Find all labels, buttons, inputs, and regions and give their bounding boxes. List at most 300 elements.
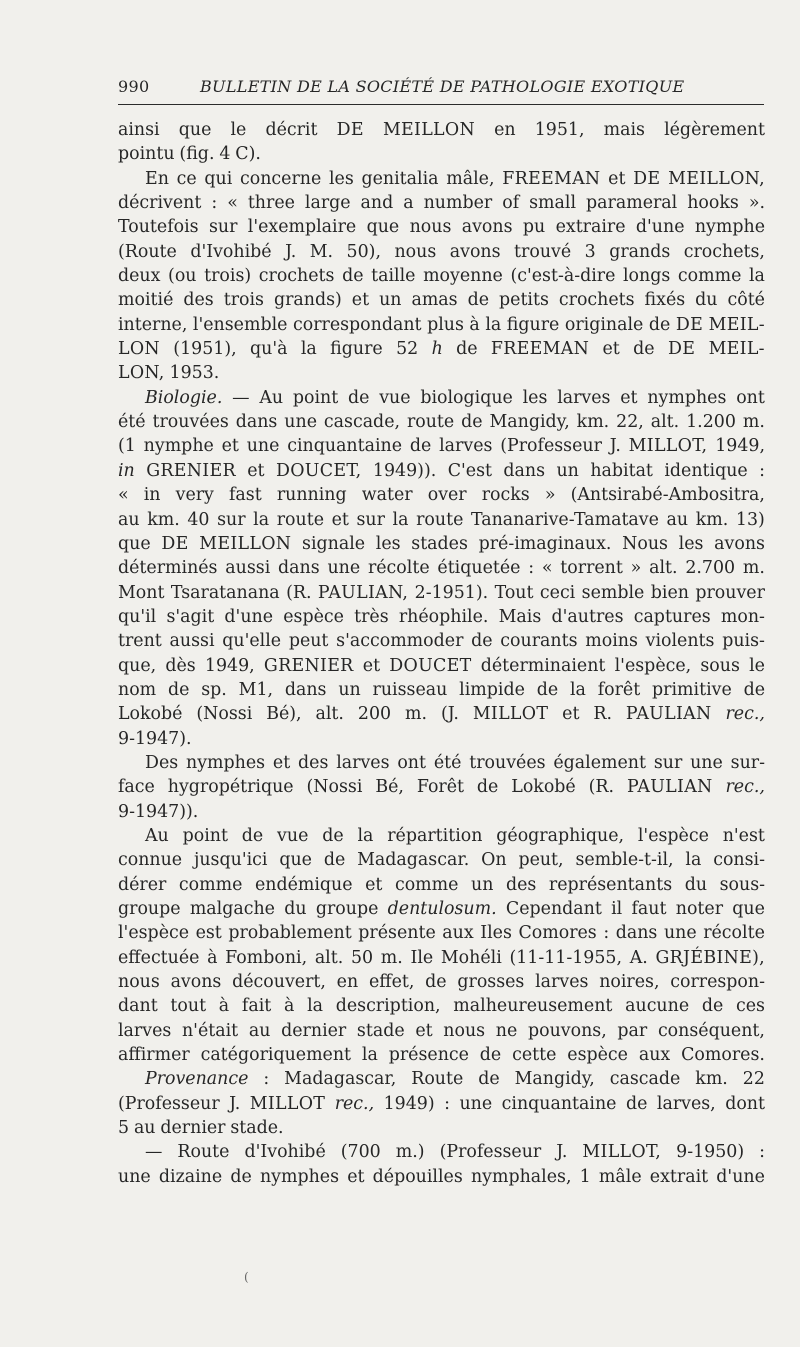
text-word: J. xyxy=(609,436,621,457)
text-word: alt. xyxy=(315,704,344,725)
text-word: de xyxy=(633,339,655,360)
text-line xyxy=(118,386,765,410)
text-word: côté xyxy=(727,290,765,311)
page-number: 990 xyxy=(118,77,150,96)
text-word: biologique xyxy=(420,387,513,408)
text-word: dont xyxy=(725,1093,765,1114)
text-word: présente xyxy=(358,923,436,944)
text-word: le xyxy=(749,655,765,676)
text-word: captures xyxy=(633,606,711,627)
text-word: du xyxy=(695,290,718,311)
text-word: une xyxy=(118,1166,151,1187)
text-line xyxy=(118,702,765,726)
text-word: m.) xyxy=(395,1142,425,1163)
text-word: J. xyxy=(229,1093,241,1114)
text-word: 2.700 xyxy=(685,558,736,579)
text-word: small xyxy=(529,193,577,214)
text-word: R. xyxy=(593,704,612,725)
text-word: crochets xyxy=(258,266,335,287)
text-word: (Professeur xyxy=(118,1093,220,1114)
text-word: nymphe xyxy=(694,217,765,238)
text-word: cascade, xyxy=(323,412,401,433)
text-word: MEILLON, xyxy=(668,168,765,189)
text-word: aux xyxy=(638,1045,671,1066)
text-word: MEIL- xyxy=(708,314,765,335)
text-word: larves xyxy=(557,387,611,408)
text-word: and xyxy=(360,193,394,214)
text-word: signale xyxy=(302,533,366,554)
text-word: (fig. xyxy=(179,144,215,165)
text-word: de xyxy=(409,436,432,457)
text-word: nous xyxy=(118,972,160,993)
text-word: fast xyxy=(229,485,262,506)
text-word: très xyxy=(354,606,389,627)
text-word: nom xyxy=(118,679,157,700)
text-word: large xyxy=(304,193,351,214)
text-word: MILLOT, xyxy=(582,1142,662,1163)
text-word: de xyxy=(167,679,190,700)
text-word: DOUCET xyxy=(389,655,472,676)
text-word: avons xyxy=(714,533,765,554)
text-word: de xyxy=(536,679,559,700)
text-word: et xyxy=(331,509,349,530)
text-word: d'une xyxy=(224,606,274,627)
text-word: groupe xyxy=(315,899,379,919)
text-word: dans xyxy=(284,679,327,700)
text-line xyxy=(118,921,765,945)
text-word: dérer xyxy=(118,874,167,895)
text-word: mâle, xyxy=(446,168,495,189)
text-word: dès xyxy=(165,655,196,676)
text-word: 9-1947). xyxy=(118,728,192,749)
text-word: 40 xyxy=(187,509,210,530)
text-word: face xyxy=(118,777,155,798)
text-line xyxy=(118,532,765,556)
text-word: 3 xyxy=(584,241,596,262)
text-word: que xyxy=(178,120,212,140)
text-word: Toutefois xyxy=(118,217,199,238)
text-word: Mohéli xyxy=(440,947,502,968)
text-word: stade xyxy=(356,1020,405,1041)
text-word: qu'elle xyxy=(222,631,282,652)
text-word: la xyxy=(357,825,374,846)
text-line xyxy=(118,434,765,458)
text-word: « xyxy=(118,485,129,506)
text-word: une xyxy=(327,558,361,579)
text-word: extraire xyxy=(555,217,626,238)
text-word: d'autres xyxy=(551,606,624,627)
text-word: moyenne xyxy=(423,266,503,287)
text-word: Forêt xyxy=(416,777,465,798)
text-word: et xyxy=(365,874,383,895)
text-word: décrivent xyxy=(118,193,202,214)
text-word: concerne xyxy=(240,168,322,189)
text-word: mon- xyxy=(720,606,765,627)
text-word: probablement xyxy=(228,923,352,944)
text-line xyxy=(118,1043,765,1067)
text-word: a xyxy=(403,193,414,214)
text-line xyxy=(118,240,765,264)
text-word: over xyxy=(427,485,467,506)
text-word: route xyxy=(276,509,324,530)
text-word: originale xyxy=(564,314,644,335)
text-word: au xyxy=(118,509,140,530)
text-word: catégoriquement xyxy=(200,1045,352,1066)
text-word: et xyxy=(608,168,626,189)
text-word: malgache xyxy=(189,899,275,919)
text-word: FREEMAN xyxy=(490,339,590,360)
text-word: nymphe xyxy=(143,436,214,457)
text-word: 1949, xyxy=(715,436,765,457)
text-word: sur xyxy=(653,752,683,773)
text-word: km. xyxy=(695,509,729,530)
text-word: une xyxy=(690,752,723,773)
text-word: la xyxy=(392,509,409,530)
text-word: trois xyxy=(223,290,264,311)
running-header xyxy=(118,77,764,101)
text-word: du xyxy=(284,899,307,919)
text-word: correspon- xyxy=(670,972,765,993)
text-word: (Nossi xyxy=(306,777,363,798)
text-word: 22, xyxy=(616,412,644,433)
text-word: route xyxy=(406,412,455,433)
text-word: de xyxy=(701,996,724,1017)
text-word: répartition xyxy=(387,825,483,846)
text-word: interne, xyxy=(118,314,188,335)
text-word: Route xyxy=(411,1069,464,1090)
text-word: DE xyxy=(633,168,661,189)
text-word: Nous xyxy=(622,533,668,554)
text-word: et xyxy=(362,655,381,676)
text-word: que xyxy=(279,850,312,871)
text-word: sur- xyxy=(730,752,765,773)
text-word: grands xyxy=(609,241,671,262)
text-word: 1951, xyxy=(534,120,585,140)
text-word: km. xyxy=(147,509,180,530)
text-word: récolte xyxy=(367,558,430,579)
text-word: la xyxy=(485,314,502,335)
text-word: ne xyxy=(495,1020,518,1041)
text-word: C'est xyxy=(447,460,492,481)
text-word: cinquantaine xyxy=(501,1093,617,1114)
text-line xyxy=(118,848,765,872)
text-word: MEIL- xyxy=(708,339,765,360)
text-word: forêt xyxy=(597,679,641,700)
text-word: d'une xyxy=(635,217,685,238)
text-word: trouvées xyxy=(469,752,546,773)
text-word: violents xyxy=(645,631,715,652)
text-word: « xyxy=(227,193,238,214)
text-word: sur xyxy=(208,217,238,238)
text-line xyxy=(118,873,765,897)
text-word: dépouilles xyxy=(372,1166,463,1187)
text-word: of xyxy=(502,193,520,214)
text-word: été xyxy=(118,412,146,433)
text-word: des xyxy=(505,874,537,895)
text-word: « xyxy=(541,558,553,579)
text-word: ces xyxy=(736,996,765,1017)
text-word: découvert, xyxy=(232,972,326,993)
text-word: de xyxy=(476,777,499,798)
text-word: : xyxy=(759,460,765,481)
text-word: figure xyxy=(506,314,560,335)
text-word: 1949, xyxy=(204,655,255,676)
text-word: une xyxy=(284,412,317,433)
text-word: MILLOT xyxy=(249,1093,326,1114)
text-word: noter xyxy=(675,899,724,919)
text-word: aux xyxy=(442,923,474,944)
text-word: sous- xyxy=(719,874,765,895)
text-word: m. xyxy=(742,412,765,433)
text-word: cinquantaine xyxy=(287,436,403,457)
print-speck: ( xyxy=(244,1270,249,1284)
text-word: : xyxy=(759,1142,765,1163)
text-word: Mont xyxy=(118,582,165,603)
text-word: une xyxy=(663,923,697,944)
text-word: aussi xyxy=(169,631,215,652)
text-word: nymphes xyxy=(259,1166,340,1187)
text-word: 4 xyxy=(219,144,231,165)
text-word: route xyxy=(416,509,464,530)
text-word: sur xyxy=(356,509,385,530)
text-word: pré-imaginaux. xyxy=(478,533,612,554)
text-word: taille xyxy=(371,266,416,287)
text-word: nymphales, xyxy=(470,1166,572,1187)
text-word: sur xyxy=(217,509,246,530)
text-word: Ile xyxy=(410,947,434,968)
text-line xyxy=(118,897,765,921)
text-word: — xyxy=(232,387,250,408)
text-word: figure xyxy=(330,339,383,360)
text-word: pouvons, xyxy=(527,1020,607,1041)
text-word: noires, xyxy=(599,972,660,993)
text-word: déterminaient xyxy=(480,655,606,676)
text-word: de xyxy=(241,825,264,846)
text-word: Mangidy, xyxy=(489,412,570,433)
text-word: torrent xyxy=(560,558,623,579)
text-word: genitalia xyxy=(361,168,439,189)
text-word: la xyxy=(749,266,765,287)
text-word: 1.200 xyxy=(686,412,736,433)
text-word: qui xyxy=(204,168,233,189)
text-word: identique xyxy=(664,460,748,481)
text-word: habitat xyxy=(590,460,653,481)
text-word: (1 xyxy=(118,436,136,457)
text-word: et xyxy=(347,1166,365,1187)
text-word: fixés xyxy=(644,290,686,311)
text-word: de xyxy=(478,1069,500,1090)
text-word: 1953. xyxy=(169,363,220,384)
text-word: (ou xyxy=(168,266,197,287)
text-word: Lokobé xyxy=(118,704,183,725)
text-word: mâle xyxy=(598,1166,642,1187)
text-word: DOUCET, xyxy=(275,460,362,481)
text-word: la xyxy=(569,679,586,700)
text-line xyxy=(118,191,765,215)
text-word: semble-t-il, xyxy=(575,850,674,871)
text-word: aussi xyxy=(225,558,271,579)
text-word: PAULIAN xyxy=(626,777,713,798)
text-word: ceci xyxy=(539,582,576,603)
text-word: avons xyxy=(449,241,501,262)
text-line xyxy=(118,654,765,678)
text-word: et xyxy=(221,436,239,457)
text-word: puis- xyxy=(722,631,765,652)
text-word: ont xyxy=(736,387,765,408)
text-word: en xyxy=(494,120,516,140)
text-word: trois) xyxy=(204,266,252,287)
text-line xyxy=(118,118,765,142)
text-line xyxy=(118,142,765,166)
text-word: et xyxy=(272,752,291,773)
text-word: géographique, xyxy=(496,825,625,846)
text-word: DE xyxy=(667,339,696,360)
text-line xyxy=(118,1165,765,1189)
text-word: et xyxy=(247,460,265,481)
text-line xyxy=(118,508,765,532)
text-word: jusqu'ici xyxy=(193,850,268,871)
text-word: des xyxy=(183,290,214,311)
text-word: déterminés xyxy=(118,558,218,579)
text-word: M. xyxy=(309,241,334,262)
text-word: extrait xyxy=(649,1166,709,1187)
text-word: à xyxy=(218,996,230,1017)
text-word: rhéophile. xyxy=(398,606,489,627)
text-word: bien xyxy=(650,582,689,603)
text-word: longs xyxy=(623,266,671,287)
text-word: Tananarive-Tamatave xyxy=(470,509,659,530)
text-word: ont xyxy=(397,752,426,773)
text-line xyxy=(118,946,765,970)
text-word: km. xyxy=(576,412,610,433)
text-word: 50), xyxy=(346,241,381,262)
text-word: larves xyxy=(336,752,390,773)
text-word: également xyxy=(553,752,646,773)
text-word: mais xyxy=(603,120,645,140)
text-word: à xyxy=(469,314,480,335)
text-word: et xyxy=(620,387,638,408)
text-word: avons xyxy=(461,217,513,238)
text-word: Comores xyxy=(518,923,597,944)
text-word: l'ensemble xyxy=(192,314,288,335)
text-word: qu'il xyxy=(118,606,157,627)
text-line xyxy=(118,775,765,799)
text-word: running xyxy=(276,485,347,506)
text-word: s'agit xyxy=(166,606,215,627)
text-word: conséquent, xyxy=(657,1020,765,1041)
text-word: faut xyxy=(631,899,667,919)
text-word: la xyxy=(361,1045,378,1066)
text-line xyxy=(118,629,765,653)
text-line xyxy=(118,313,765,337)
text-word: les xyxy=(522,387,548,408)
text-word: espèce xyxy=(567,1045,628,1066)
text-word: larves xyxy=(535,972,589,993)
text-line xyxy=(118,824,765,848)
text-word: dernier xyxy=(281,1020,347,1041)
text-word: Fomboni, xyxy=(225,947,308,968)
text-word: sous xyxy=(700,655,740,676)
text-word: nymphes xyxy=(186,752,266,773)
text-word: 13) xyxy=(735,509,765,530)
text-word: une xyxy=(246,436,280,457)
text-word: — xyxy=(145,1142,163,1163)
text-word: hygropétrique xyxy=(167,777,294,798)
text-word: C). xyxy=(235,144,261,165)
text-word: vue xyxy=(277,825,309,846)
text-line xyxy=(118,751,765,775)
text-word: larves xyxy=(439,436,493,457)
text-word: de xyxy=(425,972,447,993)
running-title: BULLETIN DE LA SOCIÉTÉ DE PATHOLOGIE EXOTIQUE xyxy=(200,77,685,96)
text-word: FREEMAN xyxy=(502,168,601,189)
text-word: : xyxy=(528,558,535,579)
text-word: grands) xyxy=(273,290,342,311)
text-word: Iles xyxy=(480,923,512,944)
text-word: description, xyxy=(335,996,441,1017)
text-word: l'exemplaire xyxy=(247,217,357,238)
text-word: de xyxy=(743,679,765,700)
text-word: PAULIAN xyxy=(625,704,712,725)
text-word: effet, xyxy=(368,972,415,993)
text-word: limpide xyxy=(459,679,525,700)
text-line xyxy=(118,605,765,629)
text-word: deux xyxy=(118,266,161,287)
text-word: 50 xyxy=(350,947,374,968)
text-word: et xyxy=(562,704,580,725)
text-word: Madagascar. xyxy=(357,850,470,871)
text-word: dans xyxy=(615,923,658,944)
text-word: alt. xyxy=(650,412,680,433)
text-word: fait xyxy=(241,996,272,1017)
text-word: MILLOT, xyxy=(628,436,708,457)
text-word: une xyxy=(459,1093,493,1114)
text-word: point xyxy=(292,387,339,408)
text-word: (Nossi xyxy=(196,704,253,725)
text-word: J. xyxy=(556,1142,568,1163)
text-word: au xyxy=(666,509,689,530)
text-word: l'espèce xyxy=(637,825,709,846)
text-word: crochets, xyxy=(683,241,765,262)
text-word: la xyxy=(253,509,270,530)
text-word: par xyxy=(617,1020,648,1041)
text-word: Route xyxy=(177,1142,230,1163)
text-line xyxy=(118,1116,765,1140)
text-word: 2-1951). xyxy=(414,582,489,603)
text-word: DE xyxy=(161,533,189,554)
text-word: au xyxy=(248,1020,271,1041)
text-line xyxy=(118,288,765,312)
text-word: dans xyxy=(503,460,546,481)
text-word: étiquetée xyxy=(437,558,521,579)
text-word: On xyxy=(481,850,507,871)
text-word: m. xyxy=(405,704,428,725)
text-word: Comores. xyxy=(681,1045,765,1066)
text-word: d'Ivohibé xyxy=(190,241,272,262)
text-word: Biologie. xyxy=(145,387,223,408)
text-word: nymphes xyxy=(647,387,727,408)
text-word: A. xyxy=(629,947,648,968)
text-word: 1949) xyxy=(383,1093,435,1114)
text-word: de xyxy=(479,1045,502,1066)
text-word: (Route xyxy=(118,241,177,262)
text-word: Mais xyxy=(498,606,542,627)
text-word: En xyxy=(145,168,169,189)
text-word: nous xyxy=(443,1020,486,1041)
text-word: GRJÉBINE), xyxy=(655,947,765,968)
text-word: et xyxy=(351,290,370,311)
text-word: que xyxy=(732,899,765,919)
